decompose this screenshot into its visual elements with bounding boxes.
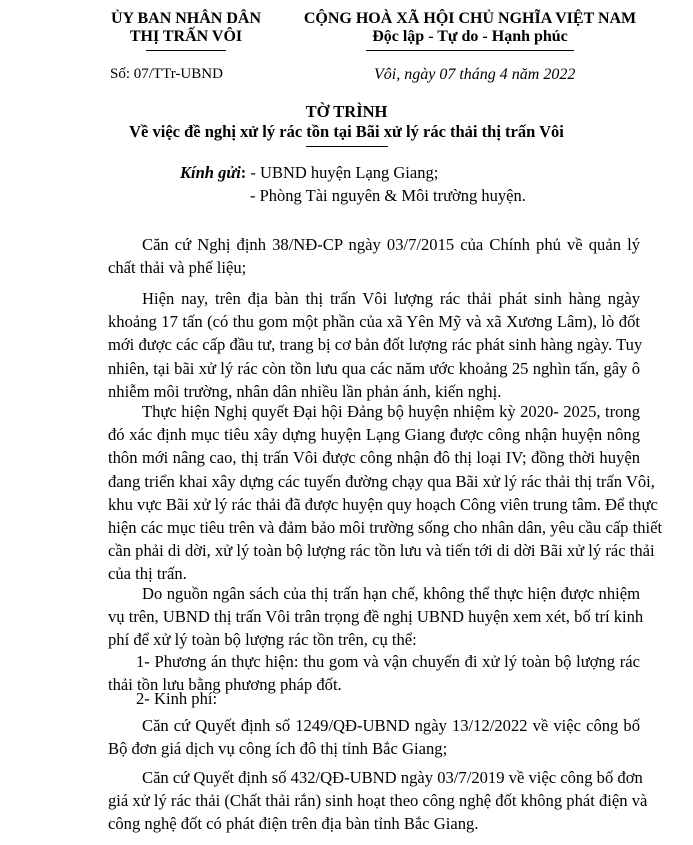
org-underline [146,50,226,51]
recipient-1: - UBND huyện Lạng Giang; [250,163,439,182]
recipients-line1 [180,163,438,183]
text-line: khu vực Bãi xử lý rác thải đã được huyện quy hoạch Công viên trung tâm. Để thực [108,494,658,514]
paragraph-resolution [108,400,663,586]
recipient-2: - Phòng Tài nguyên & Môi trường huyện. [250,186,526,205]
org-name-line1: ỦY BAN NHÂN DÂN [110,10,262,27]
motto-underline [366,50,574,51]
text-line: chất thải và phế liệu; [108,258,247,278]
text-line: nhiên, tại bãi xử lý rác còn tồn lưu qua các năm ước khoảng 25 nghìn tấn, gây ô [108,358,640,378]
text-line: Căn cứ Quyết định số 432/QĐ-UBND ngày 03/7/2019 về việc công bố đơn [142,768,643,787]
text-line: phí để xử lý toàn bộ lượng rác tồn trên, cụ thể: [108,630,417,650]
text-line: giá xử lý rác thải (Chất thải rắn) sinh hoạt theo công nghệ đốt không phát điện và [108,791,648,811]
paragraph-legal-basis-2 [108,714,640,760]
paragraph-legal-basis-3 [108,766,648,836]
doc-number: Số: 07/TTr-UBND [110,66,223,82]
text-line: 2- Kinh phí: [136,689,218,708]
recipients-label: Kính gửi [180,163,241,182]
text-line: khoảng 17 tấn (có thu gom một phần của xã Yên Mỹ và xã Xương Lâm), lò đốt [108,312,640,332]
national-motto: Độc lập - Tự do - Hạnh phúc [372,28,568,45]
text-line: công nghệ đốt có phát điện trên địa bàn tỉnh Bắc Giang. [108,814,479,834]
org-name-line2: THỊ TRẤN VÔI [129,28,243,45]
doc-subject: Về việc đề nghị xử lý rác tồn tại Bãi xử lý rác thải thị trấn Vôi [129,122,564,141]
text-line: vụ trên, UBND thị trấn Vôi trân trọng đề nghị UBND huyện xem xét, bố trí kinh [108,607,644,627]
paragraph-request [108,582,644,652]
text-line: đó xác định mục tiêu xây dựng huyện Lạng Giang được công nhận huyện nông [108,425,640,445]
paragraph-legal-basis-1 [108,233,640,279]
text-line: của thị trấn. [108,564,187,584]
text-line: mới được các cấp đầu tư, trang bị cơ bản đốt lượng rác phát sinh hàng ngày. Tuy [108,335,643,355]
text-line: nhiễm môi trường, nhân dân nhiều lần phản ánh, kiến nghị. [108,381,502,401]
text-line: Do nguồn ngân sách của thị trấn hạn chế, không thể thực hiện được nhiệm [142,584,640,603]
text-line: đang triển khai xây dựng các tuyến đường chạy qua Bãi xử lý rác thải thị trấn Vôi, [108,471,655,491]
text-line: Căn cứ Nghị định 38/NĐ-CP ngày 03/7/2015 của Chính phủ về quản lý [142,235,640,254]
paragraph-current-situation [108,287,643,403]
doc-type: TỜ TRÌNH [305,102,388,121]
text-line: thải tồn lưu bằng phương pháp đốt. [108,675,342,695]
text-line: Thực hiện Nghị quyết Đại hội Đảng bộ huyện nhiệm kỳ 2020- 2025, trong [142,402,640,421]
text-line: Hiện nay, trên địa bàn thị trấn Vôi lượng rác thải phát sinh hàng ngày [142,289,640,308]
recipients-colon: : [240,163,247,182]
text-line: Bộ đơn giá dịch vụ công ích đô thị tỉnh Bắc Giang; [108,739,448,759]
text-line: cần phải di dời, xử lý toàn bộ lượng rác tồn lưu và tiến tới di dời Bãi xử lý rác thải [108,541,655,561]
text-line: thôn mới nâng cao, thị trấn Vôi được công nhận đô thị loại IV; đồng thời huyện [108,448,640,468]
national-title: CỘNG HOÀ XÃ HỘI CHỦ NGHĨA VIỆT NAM [303,10,637,27]
text-line: Căn cứ Quyết định số 1249/QĐ-UBND ngày 13/12/2022 về việc công bố [142,716,640,735]
text-line: 1- Phương án thực hiện: thu gom và vận chuyển đi xử lý toàn bộ lượng rác [136,652,640,671]
subject-underline [306,146,388,147]
place-date: Vôi, ngày 07 tháng 4 năm 2022 [374,66,576,83]
text-line: hiện các mục tiêu trên và đảm bảo môi trường sống cho nhân dân, yêu cầu cấp thiết [108,518,663,538]
paragraph-funding [108,687,640,710]
